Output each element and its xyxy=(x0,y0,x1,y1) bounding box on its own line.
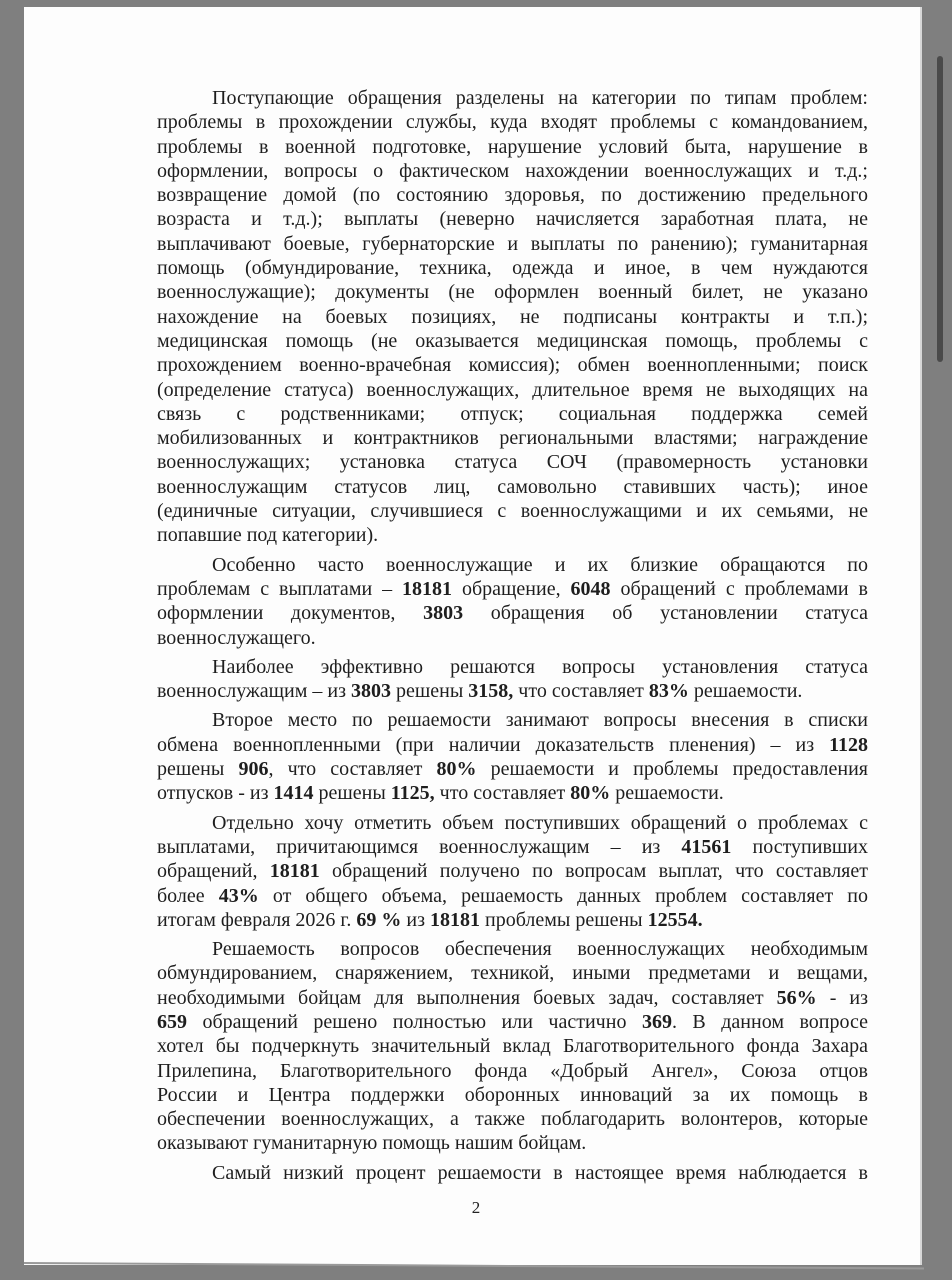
bold-figure: 56% xyxy=(776,986,817,1009)
text-line: хотел бы подчеркнуть значительный вклад Благотворительного фонда Захара xyxy=(157,1035,868,1058)
bold-figure: 12554. xyxy=(647,908,703,931)
text-line: связь с родственниками; отпуск; социальная поддержка семей xyxy=(157,402,868,425)
text-line: проблемы в военной подготовке, нарушение условий быта, нарушение в xyxy=(157,135,868,158)
text-line: мобилизованных и контрактников региональными властями; награждение xyxy=(157,427,868,450)
page-number: 2 xyxy=(471,1198,481,1217)
text-line: необходимыми бойцам для выполнения боевых задач, составляет 56% - из xyxy=(157,986,868,1009)
text-line: Прилепина, Благотворительного фонда «Добрый Ангел», Союза отцов xyxy=(157,1059,868,1082)
text-line: проблемы в прохождении службы, куда входят проблемы с командованием, xyxy=(157,111,868,134)
bold-figure: 6048 xyxy=(570,577,611,600)
text-line: оформлении, вопросы о фактическом нахождении военнослужащих и т.д.; xyxy=(157,159,868,182)
text-line: обращений, 18181 обращений получено по вопросам выплат, что составляет xyxy=(157,860,868,883)
scrollbar-thumb[interactable] xyxy=(937,56,943,362)
text-line: обеспечении военнослужащих, а также поблагодарить волонтеров, которые xyxy=(157,1108,868,1131)
text-line: помощь (обмундирование, техника, одежда и иное, в чем нуждаются xyxy=(157,257,868,280)
paragraph xyxy=(157,553,868,650)
text-line: (определение статуса) военнослужащих, длительное время не выходящих на xyxy=(157,378,868,401)
bold-figure: 1125, xyxy=(390,782,435,805)
bold-figure: 1128 xyxy=(829,733,868,756)
text-line: попавшие под категории). xyxy=(157,524,379,547)
text-line: оформлении документов, 3803 обращения об установлении статуса xyxy=(157,602,868,625)
text-line: Особенно часто военнослужащие и их близкие обращаются по xyxy=(212,553,868,576)
text-line: прохождением военно-врачебная комиссия); обмен военнопленными; поиск xyxy=(157,354,868,377)
bold-figure: 41561 xyxy=(681,835,732,858)
text-line: Решаемость вопросов обеспечения военнослужащих необходимым xyxy=(212,938,868,961)
text-line: военнослужащим статусов лиц, самовольно ставивших часть); иное xyxy=(157,475,868,498)
text-line: Отдельно хочу отметить объем поступивших обращений о проблемах с xyxy=(212,811,868,834)
bold-figure: 18181 xyxy=(429,908,480,931)
text-line: выплатами, причитающимся военнослужащим – из 41561 поступивших xyxy=(157,835,869,858)
text-line: выплачивают боевые, губернаторские и выплаты по ранению); гуманитарная xyxy=(157,232,868,255)
bold-figure: 906 xyxy=(238,758,269,781)
text-line: Самый низкий процент решаемости в настоящее время наблюдается в xyxy=(212,1161,868,1184)
text-line: решены 906, что составляет 80% решаемости и проблемы предоставления xyxy=(157,758,869,781)
bold-figure: 3158, xyxy=(468,680,514,703)
text-line: обмена военнопленными (при наличии доказательств пленения) – из 1128 xyxy=(157,733,868,756)
text-line: возвращение домой (по состоянию здоровья, по достижению предельного xyxy=(157,184,868,207)
bold-figure: 1414 xyxy=(273,782,314,805)
bold-figure: 659 xyxy=(157,1010,187,1033)
text-line: России и Центра поддержки оборонных инноваций за их помощь в xyxy=(157,1083,868,1106)
bold-figure: 369 xyxy=(641,1010,672,1033)
text-line: военнослужащего. xyxy=(157,626,316,649)
text-line: (единичные ситуации, случившиеся с военнослужащими и их семьями, не xyxy=(157,500,868,523)
text-line: возраста и т.д.); выплаты (неверно начисляется заработная плата, не xyxy=(157,208,868,231)
bold-figure: 69 % xyxy=(356,908,402,931)
text-line: Наиболее эффективно решаются вопросы установления статуса xyxy=(212,655,868,678)
text-line: военнослужащие); документы (не оформлен военный билет, не указано xyxy=(157,281,868,304)
text-line: обмундированием, снаряжением, техникой, иными предметами и вещами, xyxy=(157,962,868,985)
text-line: военнослужащим – из 3803 решены 3158, что составляет 83% решаемости. xyxy=(157,680,803,703)
paragraph xyxy=(157,937,868,1156)
bold-figure: 80% xyxy=(570,782,611,805)
text-line: медицинская помощь (не оказывается медицинская помощь, проблемы с xyxy=(157,329,868,352)
text-line: отпусков - из 1414 решены 1125, что составляет 80% решаемости. xyxy=(157,782,724,805)
scrollbar[interactable] xyxy=(934,0,946,1280)
text-line: Второе место по решаемости занимают вопросы внесения в списки xyxy=(212,709,868,732)
bold-figure: 18181 xyxy=(402,577,453,600)
document-body xyxy=(157,86,868,1185)
text-line: Поступающие обращения разделены на категории по типам проблем: xyxy=(212,87,868,109)
bold-figure: 80% xyxy=(436,758,477,781)
text-line: нахождение на боевых позициях, не подписаны контракты и т.п.); xyxy=(157,305,868,328)
text-line: оказывают гуманитарную помощь нашим бойцам. xyxy=(157,1132,587,1155)
paragraph xyxy=(157,655,868,704)
paragraph xyxy=(157,708,868,805)
text-line: итогам февраля 2026 г. 69 % из 18181 проблемы решены 12554. xyxy=(157,908,703,931)
bold-figure: 3803 xyxy=(350,680,391,703)
text-line: проблемам с выплатами – 18181 обращение, 6048 обращений с проблемами в xyxy=(157,577,868,600)
paragraph xyxy=(157,86,868,548)
text-line: более 43% от общего объема, решаемость данных проблем составляет по xyxy=(157,884,868,907)
bold-figure: 83% xyxy=(648,680,689,703)
paragraph xyxy=(157,811,868,932)
bold-figure: 18181 xyxy=(269,860,320,883)
paragraph xyxy=(157,1161,868,1185)
text-line: 659 обращений решено полностью или частично 369. В данном вопросе xyxy=(157,1010,868,1033)
bold-figure: 43% xyxy=(218,884,259,907)
bold-figure: 3803 xyxy=(423,602,464,625)
text-line: военнослужащих; установка статуса СОЧ (правомерность установки xyxy=(157,451,868,474)
